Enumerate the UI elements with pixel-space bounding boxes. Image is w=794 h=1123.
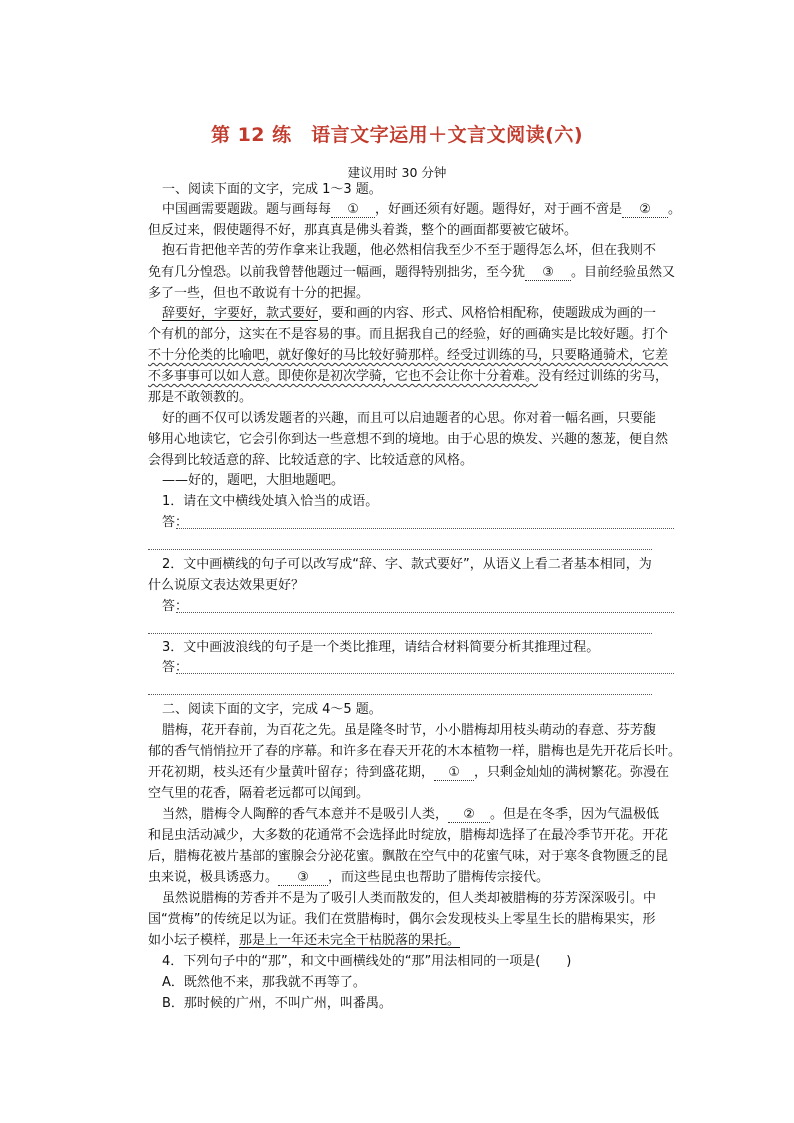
s2-para3-line2: 国“赏梅”的传统足以为证。我们在赏腊梅时，偶尔会发现枝头上零星生长的腊梅果实，形 [148, 912, 656, 927]
answer-line [148, 694, 652, 695]
s1-para4-line1: 好的画不仅可以诱发题者的兴趣，而且可以启迪题者的心思。你对着一幅名画，只要能 [162, 411, 657, 426]
option-a: A．既然他不来，那我就不再等了。 [162, 975, 366, 990]
s1-para2-line3: 多了一些，但也不敢说有十分的把握。 [148, 286, 370, 301]
text-run: 没有经过训练的劣马， [538, 369, 669, 384]
s1-para4-line2: 够用心地读它，它会引你到达一些意想不到的境地。由于心思的焕发、兴趣的葱茏，便自然 [148, 432, 669, 447]
s2-para2-line3: 后，腊梅花被片基部的蜜腺会分泌花蜜。飘散在空气中的花蜜气味，对于寒冬食物匮乏的昆 [148, 849, 669, 864]
text-run: 。 [668, 202, 682, 217]
answer-line [148, 633, 652, 634]
option-b: B．那时候的广州，不叫广州，叫番禺。 [162, 996, 392, 1011]
s2-para2-line2: 和昆虫活动减少，大多数的花通常不会选择此时绽放，腊梅却选择了在最冷季节开花。开花 [148, 828, 669, 843]
wavy-sentence: 不多事事可以如人意。即使你是初次学骑，它也不会让你十分着难。 [148, 369, 539, 384]
blank-3: ③ [278, 871, 328, 886]
text-run: 。但是在冬季，因为气温极低 [490, 807, 660, 822]
text-run: 虫来说，极具诱惑力。 [148, 870, 279, 885]
text-run: 免有几分惶恐。以前我曾替他题过一幅画，题得特别拙劣，至今犹 [148, 265, 526, 280]
answer-line [176, 612, 674, 613]
text-run: 。目前经验虽然又 [571, 265, 676, 280]
text-run: ，而这些昆虫也帮助了腊梅传宗接代。 [328, 870, 550, 885]
s1-para5: ——好的，题吧，大胆地题吧。 [162, 473, 345, 488]
text-run: 开花初期，枝头还有少量黄叶留存；待到盛花期， [148, 765, 435, 780]
question-3: 3．文中画波浪线的句子是一个类比推理，请结合材料简要分析其推理过程。 [162, 640, 600, 655]
blank-3: ③ [525, 266, 571, 281]
s2-para2-line1 [162, 806, 659, 824]
answer-line [148, 549, 652, 550]
s2-para1-line3 [148, 764, 669, 782]
question-2-line1: 2．文中画横线的句子可以改写成“辞、字、款式要好”，从语义上看二者基本相同，为 [162, 557, 652, 572]
s1-para3-line2: 个有机的部分，这实在不是容易的事。而且据我自己的经验，好的画确实是比较好题。打个 [148, 327, 669, 342]
s2-para2-line4 [148, 869, 549, 887]
text-run: ，只剩金灿灿的满树繁花。弥漫在 [474, 765, 670, 780]
answer-line [176, 673, 674, 674]
wavy-sentence: 不十分伦类的比喻吧，就好像好的马比较好骑那样。经受过训练的马，只要略通骑术，它差 [148, 348, 669, 363]
question-1: 1．请在文中横线处填入恰当的成语。 [162, 494, 379, 509]
s1-para1-line2: 但反过来，假使题得不好，那真真是佛头着粪，整个的画面都要被它破坏。 [148, 223, 578, 238]
text-run: ，要和画的内容、形式、风格恰相配称，使题跋成为画的一 [318, 306, 657, 321]
section2-heading: 二、阅读下面的文字，完成 4～5 题。 [162, 702, 382, 717]
question-2-line2: 什么说原文表达效果更好？ [148, 578, 305, 593]
s1-para1-line1 [162, 201, 681, 219]
s2-para1-line2: 郁的香气悄悄拉开了春的序幕。和许多在春天开花的木本植物一样，腊梅也是先开花后长叶。 [148, 744, 682, 759]
text-run: 如小坛子模样， [148, 933, 240, 948]
blank-1: ① [331, 203, 375, 218]
s2-para1-line1: 腊梅，花开春前，为百花之先。虽是隆冬时节，小小腊梅却用枝头萌动的春意、芬芳馥 [162, 723, 657, 738]
text-run: 当然，腊梅令人陶醉的香气本意并不是吸引人类， [162, 807, 449, 822]
answer-line [176, 528, 674, 529]
page-title: 第 12 练 语言文字运用＋文言文阅读(六) [210, 124, 584, 146]
blank-1: ① [434, 766, 474, 781]
s1-para2-line1: 抱石肯把他辛苦的劳作拿来让我题，他必然相信我至少不至于题得怎么坏，但在我则不 [162, 243, 657, 258]
s1-para3-line1 [162, 305, 656, 323]
answer-label-2: 答： [162, 599, 189, 614]
blank-2: ② [622, 203, 668, 218]
s1-para2-line2 [148, 264, 675, 282]
text-run: 中国画需要题跋。题与画每每 [162, 202, 332, 217]
question-4: 4．下列句子中的“那”，和文中画横线处的“那”用法相同的一项是( ) [162, 954, 572, 969]
s1-para3-line4 [148, 368, 668, 386]
s2-para3-line1: 虽然说腊梅的芳香并不是为了吸引人类而散发的，但人类却被腊梅的芬芳深深吸引。中 [162, 891, 657, 906]
section1-heading: 一、阅读下面的文字，完成 1～3 题。 [162, 182, 382, 197]
underlined-sentence: 辞要好，字要好，款式要好 [162, 306, 319, 321]
answer-label-3: 答： [162, 660, 189, 675]
s2-para3-line3 [148, 932, 460, 950]
text-run: ，好画还须有好题。题得好，对于画不啻是 [375, 202, 623, 217]
blank-2: ② [448, 808, 490, 823]
s1-para3-line5: 那是不敢领教的。 [148, 390, 253, 405]
s1-para3-line3 [148, 347, 668, 365]
answer-label-1: 答： [162, 515, 189, 530]
s1-para4-line3: 会得到比较适意的辞、比较适意的字、比较适意的风格。 [148, 453, 474, 468]
s2-para1-line4: 空气里的花香，隔着老远都可以闻到。 [148, 786, 370, 801]
time-suggestion: 建议用时 30 分钟 [347, 165, 447, 180]
underlined-sentence: 那是上一年还未完全干枯脱落的果托。 [239, 933, 461, 948]
